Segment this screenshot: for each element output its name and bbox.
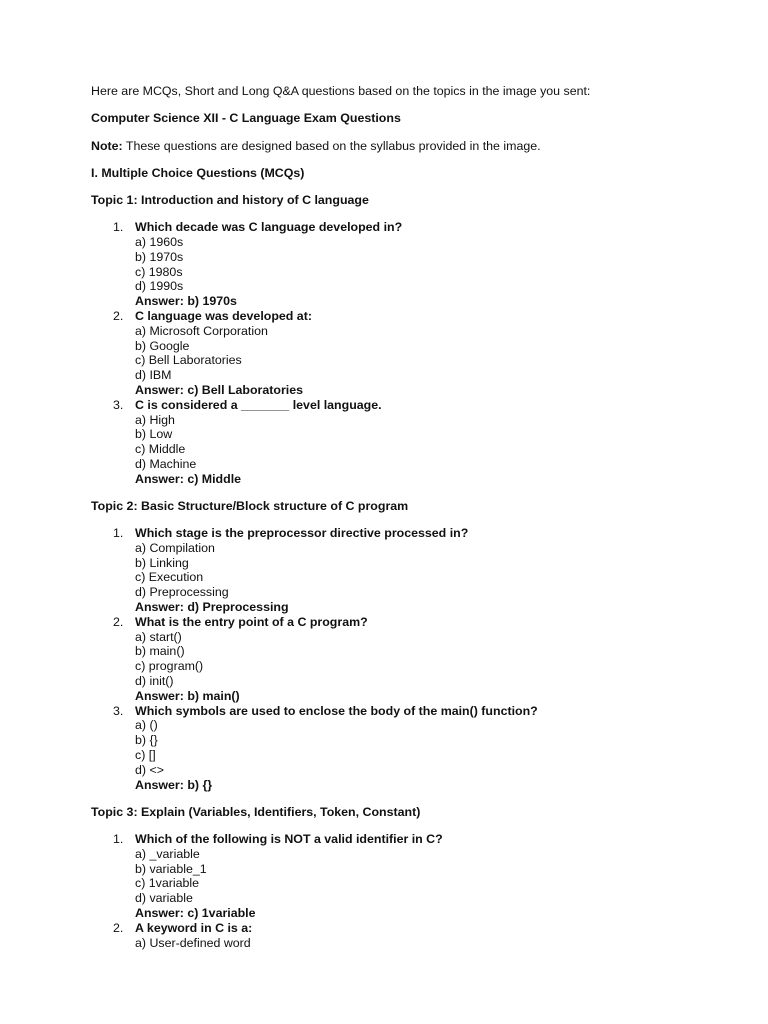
- question-text: What is the entry point of a C program?: [135, 614, 368, 629]
- answer: Answer: c) 1variable: [135, 905, 256, 920]
- question-text: Which stage is the preprocessor directive processed in?: [135, 526, 469, 541]
- option: a) _variable: [135, 846, 200, 861]
- question-list: [91, 220, 731, 486]
- note-paragraph: [91, 139, 731, 154]
- question-number: 1.: [113, 526, 124, 541]
- question-number: 3.: [113, 703, 124, 718]
- option: d) variable: [135, 891, 193, 906]
- option: b) 1970s: [135, 249, 184, 264]
- option: d) Machine: [135, 456, 197, 471]
- question-text: C language was developed at:: [135, 308, 312, 323]
- question-item: [91, 526, 731, 615]
- topic-title: Topic 1: Introduction and history of C language: [91, 192, 369, 207]
- option: c) program(): [135, 659, 204, 674]
- note-text: These questions are designed based on the syllabus provided in the image.: [122, 138, 541, 153]
- option: b) Google: [135, 338, 190, 353]
- intro-text: Here are MCQs, Short and Long Q&A questions based on the topics in the image you sent:: [91, 84, 591, 98]
- question-item: [91, 220, 731, 309]
- question-text: Which of the following is NOT a valid identifier in C?: [135, 831, 443, 846]
- option: d) Preprocessing: [135, 585, 229, 600]
- option: d) <>: [135, 762, 164, 777]
- question-list: [91, 832, 731, 950]
- option: a) Microsoft Corporation: [135, 323, 268, 338]
- topic-title: Topic 3: Explain (Variables, Identifiers, Token, Constant): [91, 804, 421, 819]
- answer: Answer: c) Middle: [135, 471, 242, 486]
- answer: Answer: b) main(): [135, 688, 240, 703]
- topic-title: Topic 2: Basic Structure/Block structure of C program: [91, 498, 409, 513]
- option: a) User-defined word: [135, 935, 251, 950]
- option: b) main(): [135, 644, 185, 659]
- question-text: C is considered a _______ level language.: [135, 397, 382, 412]
- question-item: [91, 832, 731, 921]
- option: b) Low: [135, 427, 173, 442]
- note-label: Note:: [91, 138, 123, 153]
- option: b) variable_1: [135, 861, 207, 876]
- answer: Answer: b) {}: [135, 777, 213, 792]
- answer: Answer: c) Bell Laboratories: [135, 382, 304, 397]
- option: d) IBM: [135, 368, 172, 383]
- option: b) Linking: [135, 555, 189, 570]
- option: c) Execution: [135, 570, 204, 585]
- option: a) Compilation: [135, 540, 215, 555]
- question-list: [91, 526, 731, 792]
- question-text: Which decade was C language developed in?: [135, 220, 403, 235]
- option: c) []: [135, 748, 156, 763]
- option: d) init(): [135, 674, 174, 689]
- option: c) 1980s: [135, 264, 183, 279]
- question-number: 1.: [113, 831, 124, 846]
- question-number: 2.: [113, 308, 124, 323]
- option: c) 1variable: [135, 876, 200, 891]
- document-title: Computer Science XII - C Language Exam Questions: [91, 111, 401, 126]
- section-heading: I. Multiple Choice Questions (MCQs): [91, 165, 305, 180]
- question-number: 2.: [113, 614, 124, 629]
- question-item: [91, 398, 731, 487]
- question-item: [91, 704, 731, 793]
- option: a) High: [135, 412, 175, 427]
- question-item: [91, 309, 731, 398]
- option: d) 1990s: [135, 279, 184, 294]
- question-text: A keyword in C is a:: [135, 920, 253, 935]
- option: c) Bell Laboratories: [135, 353, 242, 368]
- option: a) (): [135, 718, 158, 733]
- question-text: Which symbols are used to enclose the body of the main() function?: [135, 703, 538, 718]
- answer: Answer: b) 1970s: [135, 294, 237, 309]
- answer: Answer: d) Preprocessing: [135, 600, 289, 615]
- option: a) start(): [135, 629, 182, 644]
- question-item: [91, 921, 731, 951]
- option: a) 1960s: [135, 234, 184, 249]
- question-item: [91, 615, 731, 704]
- question-number: 1.: [113, 220, 124, 235]
- document-page: [91, 84, 731, 963]
- option: c) Middle: [135, 442, 186, 457]
- option: b) {}: [135, 733, 158, 748]
- question-number: 3.: [113, 397, 124, 412]
- question-number: 2.: [113, 920, 124, 935]
